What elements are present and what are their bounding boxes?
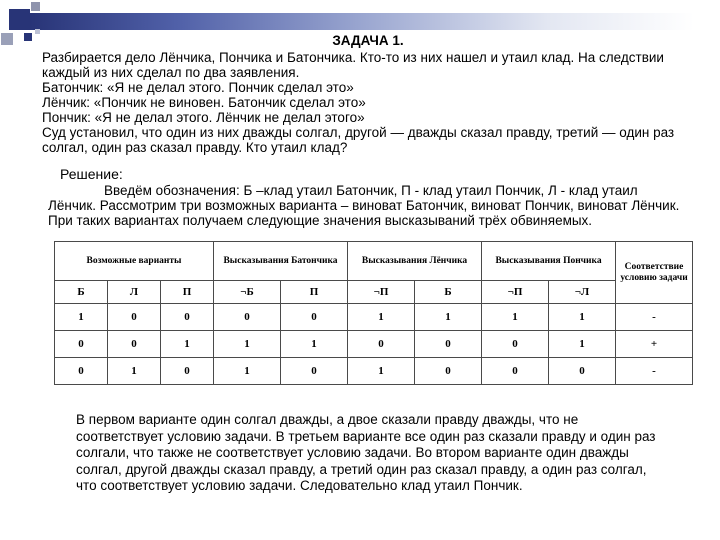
table-cell: 1 bbox=[281, 331, 348, 358]
group-header-ponchik: Высказывания Пончика bbox=[482, 242, 616, 281]
problem-line-batonchik: Батончик: «Я не делал этого. Пончик сделал это» bbox=[42, 80, 354, 95]
problem-line-lyonchik: Лёнчик: «Пончик не виновен. Батончик сделал это» bbox=[42, 95, 366, 110]
column-header-row bbox=[55, 281, 693, 304]
solution-heading: Решение: bbox=[60, 166, 123, 182]
group-header-variants: Возможные варианты bbox=[55, 242, 214, 281]
decor-square-gray-left bbox=[1, 33, 13, 45]
table-cell: 1 bbox=[214, 358, 281, 385]
problem-line-intro: Разбирается дело Лёнчика, Пончика и Батончика. Кто-то из них нашел и утаил клад. На следствии каждый из них сделал по два заявления. bbox=[42, 50, 664, 80]
group-header-correspondence: Соответствие условию задачи bbox=[616, 242, 693, 304]
table-cell: 0 bbox=[108, 331, 161, 358]
table-row bbox=[55, 358, 693, 385]
decor-square-navy-small bbox=[24, 33, 32, 41]
table-cell: 0 bbox=[55, 358, 108, 385]
table-cell: 1 bbox=[549, 331, 616, 358]
group-header-lyonchik: Высказывания Лёнчика bbox=[348, 242, 482, 281]
decor-square-navy-large bbox=[9, 9, 30, 30]
table-cell: 1 bbox=[549, 304, 616, 331]
gradient-bar bbox=[30, 13, 694, 30]
table-cell: 0 bbox=[549, 358, 616, 385]
table-row bbox=[55, 331, 693, 358]
table-cell: 1 bbox=[108, 358, 161, 385]
decor-square-gray-tiny bbox=[35, 29, 40, 34]
problem-line-ponchik: Пончик: «Я не делал этого. Лёнчик не делал этого» bbox=[42, 110, 365, 125]
table-cell: 0 bbox=[348, 331, 415, 358]
table-cell: 0 bbox=[482, 358, 549, 385]
table-cell: 1 bbox=[348, 304, 415, 331]
col-header-P2: П bbox=[281, 281, 348, 304]
col-header-notP2: ¬П bbox=[482, 281, 549, 304]
table-cell: 1 bbox=[55, 304, 108, 331]
table-cell: 0 bbox=[214, 304, 281, 331]
slide-title: ЗАДАЧА 1. bbox=[332, 33, 404, 48]
conclusion-text: В первом варианте один солгал дважды, а двое сказали правду дважды, что не соответствует условию задачи. В третьем варианте все один раз сказали правду и один раз солгали, что также не соответствует условию задачи. Во втором варианте один дважды солгал, другой дважды сказал правду, а третий один раз сказал правду, а один раз солгал, что соответствует условию задачи. Следовательно клад утаил Пончик. bbox=[76, 412, 656, 493]
col-header-notL: ¬Л bbox=[549, 281, 616, 304]
group-header-batonchik: Высказывания Батончика bbox=[214, 242, 348, 281]
table-cell: 0 bbox=[55, 331, 108, 358]
solution-text: Введём обозначения: Б –клад утаил Батончик, П - клад утаил Пончик, Л - клад утаил Лёнчик. Рассмотрим три возможных варианта – виноват Батончик, виноват Пончик, виноват Лёнчик. При таких вариантах получаем следующие значения высказываний трёх обвиняемых. bbox=[48, 183, 680, 228]
table-cell: 1 bbox=[161, 331, 214, 358]
table-cell: + bbox=[616, 331, 693, 358]
slide-content bbox=[42, 33, 694, 495]
table-cell: 1 bbox=[415, 304, 482, 331]
truth-table-body bbox=[55, 304, 693, 385]
problem-line-court: Суд установил, что один из них дважды солгал, другой — дважды сказал правду, третий — один раз солгал, один раз сказал правду. Кто утаил клад? bbox=[42, 125, 675, 155]
table-cell: - bbox=[616, 358, 693, 385]
decor-square-gray-top bbox=[31, 2, 40, 11]
table-cell: 0 bbox=[161, 358, 214, 385]
table-cell: 0 bbox=[482, 331, 549, 358]
table-cell: 0 bbox=[281, 304, 348, 331]
table-cell: - bbox=[616, 304, 693, 331]
truth-table bbox=[54, 241, 693, 385]
col-header-L: Л bbox=[108, 281, 161, 304]
col-header-B: Б bbox=[55, 281, 108, 304]
truth-table-head bbox=[55, 242, 693, 304]
table-cell: 1 bbox=[482, 304, 549, 331]
table-cell: 0 bbox=[108, 304, 161, 331]
group-header-row bbox=[55, 242, 693, 281]
col-header-notB: ¬Б bbox=[214, 281, 281, 304]
table-cell: 1 bbox=[348, 358, 415, 385]
table-cell: 1 bbox=[214, 331, 281, 358]
col-header-B2: Б bbox=[415, 281, 482, 304]
table-cell: 0 bbox=[281, 358, 348, 385]
problem-statement bbox=[42, 50, 694, 155]
table-cell: 0 bbox=[415, 331, 482, 358]
col-header-notP: ¬П bbox=[348, 281, 415, 304]
table-row bbox=[55, 304, 693, 331]
table-cell: 0 bbox=[161, 304, 214, 331]
table-cell: 0 bbox=[415, 358, 482, 385]
col-header-P: П bbox=[161, 281, 214, 304]
